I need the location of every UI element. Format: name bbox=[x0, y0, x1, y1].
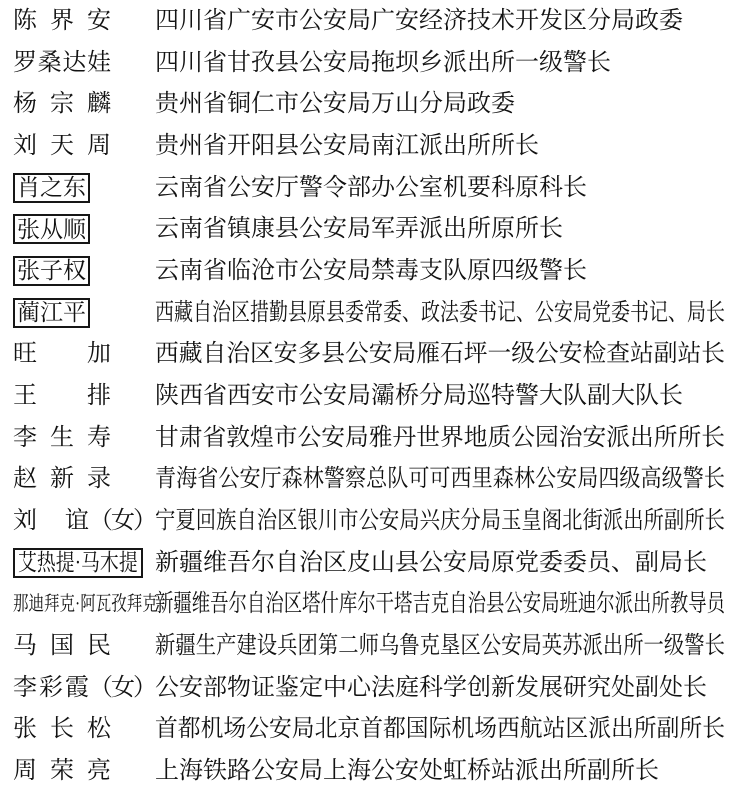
list-row bbox=[0, 208, 739, 250]
officer-name bbox=[13, 467, 155, 491]
name-text-run: 艾热提·马木提 bbox=[18, 550, 138, 576]
name-character: 子 bbox=[40, 258, 63, 284]
list-row bbox=[0, 542, 739, 584]
name-character: 松 bbox=[87, 716, 111, 743]
officer-position-text: 陕西省西安市公安局灞桥分局巡特警大队副大队长 bbox=[155, 382, 683, 409]
name-character: 桑 bbox=[37, 49, 62, 76]
officer-position bbox=[155, 426, 739, 450]
female-gender-suffix: （女） bbox=[89, 674, 155, 701]
officer-position-text: 云南省公安厅警令部办公室机要科原科长 bbox=[155, 174, 587, 201]
officer-position-text: 新疆维吾尔自治区塔什库尔干塔吉克自治县公安局班迪尔派出所教导员 bbox=[155, 591, 725, 618]
officer-name-text bbox=[13, 676, 89, 700]
officer-name-text bbox=[13, 384, 111, 408]
officer-position-text: 公安部物证鉴定中心法庭科学创新发展研究处副处长 bbox=[155, 674, 707, 701]
list-row bbox=[0, 292, 739, 334]
officer-name bbox=[13, 593, 158, 616]
officer-position bbox=[155, 717, 739, 741]
name-character: 长 bbox=[50, 716, 74, 743]
list-row bbox=[0, 625, 739, 667]
name-character: 娃 bbox=[86, 49, 111, 76]
name-character: 刘 bbox=[13, 132, 37, 159]
officer-name bbox=[13, 426, 155, 450]
officer-position-text: 宁夏回族自治区银川市公安局兴庆分局玉皇阁北街派出所副所长 bbox=[155, 507, 725, 534]
name-character: 录 bbox=[87, 466, 111, 493]
name-character: 亮 bbox=[87, 757, 111, 784]
deceased-name-frame bbox=[13, 214, 90, 244]
officer-name-text bbox=[13, 634, 111, 658]
officer-position bbox=[155, 759, 739, 783]
officer-position bbox=[155, 551, 739, 575]
officer-position-text: 四川省广安市公安局广安经济技术开发区分局政委 bbox=[155, 7, 683, 34]
officer-position-text: 首都机场公安局北京首都国际机场西航站区派出所副所长 bbox=[155, 716, 725, 743]
officer-position bbox=[155, 92, 739, 116]
list-row bbox=[0, 417, 739, 459]
officer-position bbox=[155, 384, 739, 408]
list-row bbox=[0, 750, 739, 792]
officer-name bbox=[13, 717, 155, 741]
name-character: 达 bbox=[62, 49, 87, 76]
officer-position bbox=[155, 676, 739, 700]
name-character: 平 bbox=[63, 300, 86, 326]
female-gender-suffix: （女） bbox=[89, 507, 155, 534]
name-character: 界 bbox=[50, 7, 74, 34]
name-character: 生 bbox=[50, 424, 74, 451]
name-character: 国 bbox=[50, 632, 74, 659]
name-character: 寿 bbox=[87, 424, 111, 451]
officer-name-text bbox=[13, 509, 89, 533]
name-character: 杨 bbox=[13, 91, 37, 118]
officer-position-text: 四川省甘孜县公安局拖坝乡派出所一级警长 bbox=[155, 49, 611, 76]
officer-position bbox=[155, 51, 739, 75]
officer-position-text: 新疆生产建设兵团第二师乌鲁克垦区公安局英苏派出所一级警长 bbox=[155, 632, 725, 659]
officer-name bbox=[13, 298, 155, 328]
name-character: 宗 bbox=[50, 91, 74, 118]
name-character: 肖 bbox=[17, 175, 40, 201]
name-character: 谊 bbox=[65, 507, 89, 534]
name-character: 江 bbox=[40, 300, 63, 326]
name-character: 彩 bbox=[39, 674, 63, 701]
officer-name-text bbox=[13, 467, 111, 491]
officer-name-text bbox=[13, 759, 111, 783]
officer-position bbox=[155, 176, 739, 200]
officer-name-text bbox=[13, 92, 111, 116]
name-character: 马 bbox=[13, 632, 37, 659]
name-character: 安 bbox=[87, 7, 111, 34]
officer-position-text: 云南省临沧市公安局禁毒支队原四级警长 bbox=[155, 257, 587, 284]
list-row bbox=[0, 42, 739, 84]
name-character: 民 bbox=[87, 632, 111, 659]
name-character: 加 bbox=[87, 341, 111, 368]
name-character: 麟 bbox=[87, 91, 111, 118]
officer-name-text bbox=[13, 426, 111, 450]
officer-position bbox=[155, 9, 739, 33]
list-row bbox=[0, 667, 739, 709]
name-character: 新 bbox=[50, 466, 74, 493]
deceased-name-frame bbox=[13, 548, 143, 578]
name-text-run: 那迪拜克·阿瓦孜拜克 bbox=[13, 593, 158, 616]
name-character: 李 bbox=[13, 674, 37, 701]
list-row bbox=[0, 375, 739, 417]
officer-position bbox=[155, 592, 739, 616]
name-character: 赵 bbox=[13, 466, 37, 493]
officer-position-text: 上海铁路公安局上海公安处虹桥站派出所副所长 bbox=[155, 757, 659, 784]
name-character: 蔺 bbox=[17, 300, 40, 326]
officer-position-text: 西藏自治区措勤县原县委常委、政法委书记、公安局党委书记、局长 bbox=[155, 299, 726, 326]
officer-position bbox=[155, 509, 739, 533]
list-row bbox=[0, 250, 739, 292]
list-row bbox=[0, 458, 739, 500]
officer-position-text: 甘肃省敦煌市公安局雅丹世界地质公园治安派出所所长 bbox=[155, 424, 726, 451]
name-character: 陈 bbox=[13, 7, 37, 34]
list-row bbox=[0, 0, 739, 42]
officer-name bbox=[13, 342, 155, 366]
officer-name bbox=[13, 676, 155, 700]
officer-name-text bbox=[13, 134, 111, 158]
officer-position bbox=[155, 134, 739, 158]
name-character: 排 bbox=[87, 382, 111, 409]
officer-name bbox=[13, 759, 155, 783]
officer-position bbox=[155, 342, 739, 366]
list-row bbox=[0, 708, 739, 750]
list-row bbox=[0, 83, 739, 125]
officer-position bbox=[155, 217, 739, 241]
officer-name bbox=[13, 173, 155, 203]
officer-name bbox=[13, 214, 155, 244]
name-character: 张 bbox=[17, 258, 40, 284]
name-character: 权 bbox=[63, 258, 86, 284]
name-character: 周 bbox=[87, 132, 111, 159]
name-character: 霞 bbox=[65, 674, 89, 701]
name-character: 顺 bbox=[63, 216, 86, 242]
officer-position-text: 西藏自治区安多县公安局雁石坪一级公安检查站副站长 bbox=[155, 341, 726, 368]
name-character: 东 bbox=[63, 175, 86, 201]
officer-name bbox=[13, 548, 155, 578]
officer-name bbox=[13, 634, 155, 658]
officer-position-text: 贵州省开阳县公安局南江派出所所长 bbox=[155, 132, 539, 159]
officer-name-text bbox=[13, 51, 111, 75]
officer-name bbox=[13, 92, 155, 116]
name-character: 天 bbox=[50, 132, 74, 159]
officer-position-text: 青海省公安厅森林警察总队可可西里森林公安局四级高级警长 bbox=[155, 466, 725, 493]
officer-position-text: 云南省镇康县公安局军弄派出所原所长 bbox=[155, 216, 563, 243]
officer-position bbox=[155, 467, 739, 491]
officer-position bbox=[155, 634, 739, 658]
name-character: 之 bbox=[40, 175, 63, 201]
name-character: 旺 bbox=[13, 341, 37, 368]
officer-name-text bbox=[13, 9, 111, 33]
list-row bbox=[0, 125, 739, 167]
name-character: 周 bbox=[13, 757, 37, 784]
name-character: 荣 bbox=[50, 757, 74, 784]
name-character: 刘 bbox=[13, 507, 37, 534]
officer-name bbox=[13, 256, 155, 286]
officer-position-text: 新疆维吾尔自治区皮山县公安局原党委委员、副局长 bbox=[155, 549, 707, 576]
officer-position bbox=[155, 259, 739, 283]
list-row bbox=[0, 500, 739, 542]
name-character: 罗 bbox=[13, 49, 37, 76]
officer-name bbox=[13, 134, 155, 158]
name-character: 王 bbox=[13, 382, 37, 409]
name-character: 张 bbox=[17, 216, 40, 242]
list-row bbox=[0, 333, 739, 375]
deceased-name-frame bbox=[13, 173, 90, 203]
deceased-name-frame bbox=[13, 256, 90, 286]
officer-name bbox=[13, 51, 155, 75]
name-character: 李 bbox=[13, 424, 37, 451]
name-character: 从 bbox=[40, 216, 63, 242]
name-character: 张 bbox=[13, 716, 37, 743]
officer-name-text bbox=[13, 717, 111, 741]
officer-position-text: 贵州省铜仁市公安局万山分局政委 bbox=[155, 91, 515, 118]
officer-name bbox=[13, 509, 155, 533]
deceased-name-frame bbox=[13, 298, 90, 328]
officer-name bbox=[13, 384, 155, 408]
officer-name bbox=[13, 9, 155, 33]
list-row bbox=[0, 583, 739, 625]
officer-position bbox=[155, 301, 739, 325]
officer-name-text bbox=[13, 342, 111, 366]
list-row bbox=[0, 167, 739, 209]
